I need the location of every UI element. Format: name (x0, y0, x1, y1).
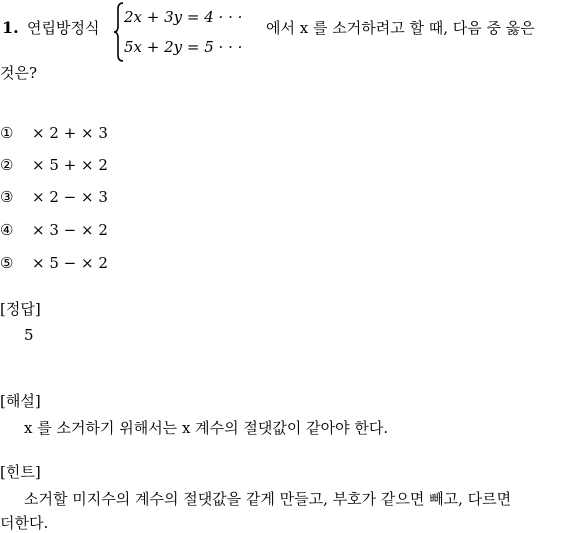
answer-label: [정답] (0, 300, 41, 318)
equation-2: 5x + 2y = 5 · · · (124, 38, 243, 56)
equation-1: 2x + 3y = 4 · · · (124, 8, 243, 26)
choice-text: × 5 − × 2 (32, 254, 108, 272)
choice-marker: ④ (0, 221, 14, 239)
question-suffix-line1: 에서 x 를 소거하려고 할 때, 다음 중 옳은 (266, 19, 535, 37)
question-number: 1. (2, 18, 19, 37)
equation-system (113, 2, 243, 62)
hint-line1: 소거할 미지수의 계수의 절댓값을 같게 만들고, 부호가 같으면 빼고, 다르면 (24, 490, 512, 508)
choice-marker: ② (0, 156, 14, 174)
question-suffix-line2: 것은? (0, 64, 38, 82)
choice-text: × 2 − × 3 (32, 188, 108, 206)
choice-marker: ③ (0, 188, 14, 206)
explanation-label: [해설] (0, 392, 41, 410)
choice-text: × 2 + × 3 (32, 124, 108, 142)
explanation-text: x 를 소거하기 위해서는 x 계수의 절댓값이 같아야 한다. (24, 419, 389, 437)
answer-value: 5 (24, 326, 34, 344)
choice-marker: ⑤ (0, 254, 14, 272)
choice-text: × 5 + × 2 (32, 156, 108, 174)
choice-text: × 3 − × 2 (32, 221, 108, 239)
hint-line2: 더한다. (0, 514, 49, 532)
hint-label: [힌트] (0, 463, 41, 481)
choice-marker: ① (0, 124, 14, 142)
question-prefix: 연립방정식 (27, 19, 100, 37)
